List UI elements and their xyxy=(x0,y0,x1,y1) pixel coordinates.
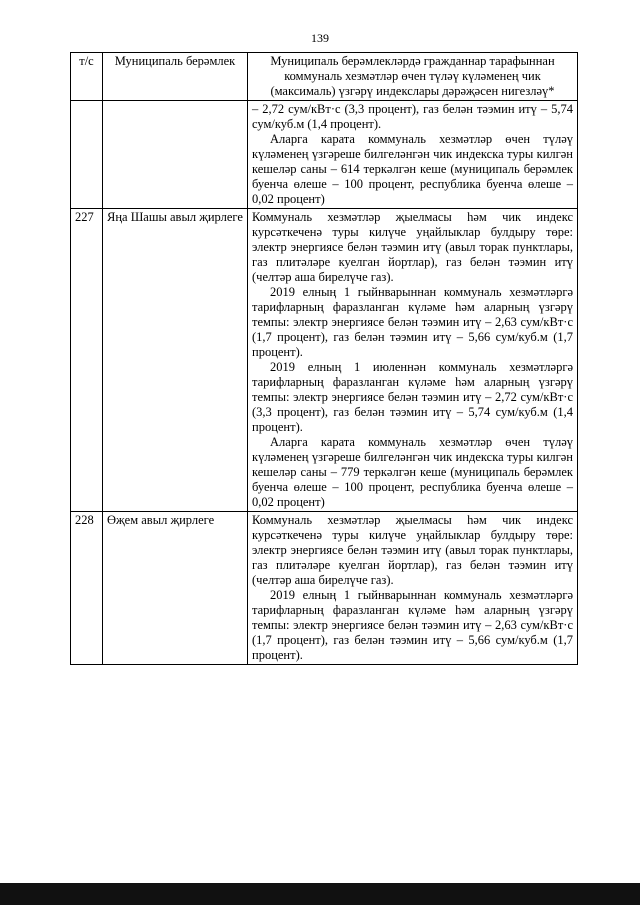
page-number: 139 xyxy=(311,31,329,45)
header-description: Муниципаль берәмлекләрдә гражданнар тарафыннан коммуналь хезмәтләр өчен түләү күләменең чик (максималь) үзгәрү индекслары дәрәҗәсен нигезләү* xyxy=(248,53,578,101)
description-paragraph: 2019 елның 1 гыйнварыннан коммуналь хезмәтләргә тарифларның фаразланган күләме һәм аларның үзгәрү темпы: электр энергиясе белән тәэмин итү – 2,63 сум/кВт·с (1,7 процент), газ белән тәэмин итү – 5,66 сум/куб.м (1,7 процент). xyxy=(252,285,573,359)
table-row xyxy=(71,101,578,209)
table-row xyxy=(71,209,578,512)
description-paragraph: – 2,72 сум/кВт·с (3,3 процент), газ белән тәэмин итү – 5,74 сум/куб.м (1,4 процент). xyxy=(252,102,573,131)
row-municipality: Өҗем авыл җирлеге xyxy=(103,512,248,665)
header-number: т/с xyxy=(71,53,103,101)
row-municipality: Яңа Шашы авыл җирлеге xyxy=(103,209,248,512)
description-paragraph: Аларга карата коммуналь хезмәтләр өчен түләү күләменең үзгәреше билгеләнгән чик индекска туры килгән кешеләр саны – 614 теркәлгән кеше (муниципаль берәмлек буенча өлеше – 100 процент, республика буенча өлеше – 0,02 процент) xyxy=(252,132,573,206)
table-header-row xyxy=(71,53,578,101)
scan-edge xyxy=(0,883,640,905)
row-municipality xyxy=(103,101,248,209)
description-paragraph: Коммуналь хезмәтләр җыелмасы һәм чик индекс курсәткеченә туры килүче уңайлыклар булдыру төре: электр энергиясе белән тәэмин итү (авыл торак пунктлары, газ плитәләре куелган йортлар), газ белән тәэмин итү (челтәр аша бирелүче газ). xyxy=(252,210,573,284)
table-row xyxy=(71,512,578,665)
tariff-table xyxy=(70,52,578,665)
row-number: 228 xyxy=(71,512,103,665)
description-paragraph: 2019 елның 1 гыйнварыннан коммуналь хезмәтләргә тарифларның фаразланган күләме һәм аларның үзгәрү темпы: электр энергиясе белән тәэмин итү – 2,63 сум/кВт·с (1,7 процент), газ белән тәэмин итү – 5,66 сум/куб.м (1,7 процент). xyxy=(252,588,573,662)
row-description xyxy=(248,512,578,665)
row-description xyxy=(248,101,578,209)
description-paragraph: Аларга карата коммуналь хезмәтләр өчен түләү күләменең үзгәреше билгеләнгән чик индекска туры килгән кешеләр саны – 779 теркәлгән кеше (муниципаль берәмлек буенча өлеше – 100 процент, республика буенча өлеше – 0,02 процент) xyxy=(252,435,573,509)
header-municipality: Муниципаль берәмлек xyxy=(103,53,248,101)
description-paragraph: Коммуналь хезмәтләр җыелмасы һәм чик индекс курсәткеченә туры килүче уңайлыклар булдыру төре: электр энергиясе белән тәэмин итү (авыл торак пунктлары, газ плитәләре куелган йортлар), газ белән тәэмин итү (челтәр аша бирелүче газ). xyxy=(252,513,573,587)
description-paragraph: 2019 елның 1 июленнән коммуналь хезмәтләргә тарифларның фаразланган күләме һәм аларның үзгәрү темпы: электр энергиясе белән тәэмин итү – 2,72 сум/кВт·с (3,3 процент), газ белән тәэмин итү – 5,74 сум/куб.м (1,4 процент). xyxy=(252,360,573,434)
row-description xyxy=(248,209,578,512)
row-number: 227 xyxy=(71,209,103,512)
row-number xyxy=(71,101,103,209)
